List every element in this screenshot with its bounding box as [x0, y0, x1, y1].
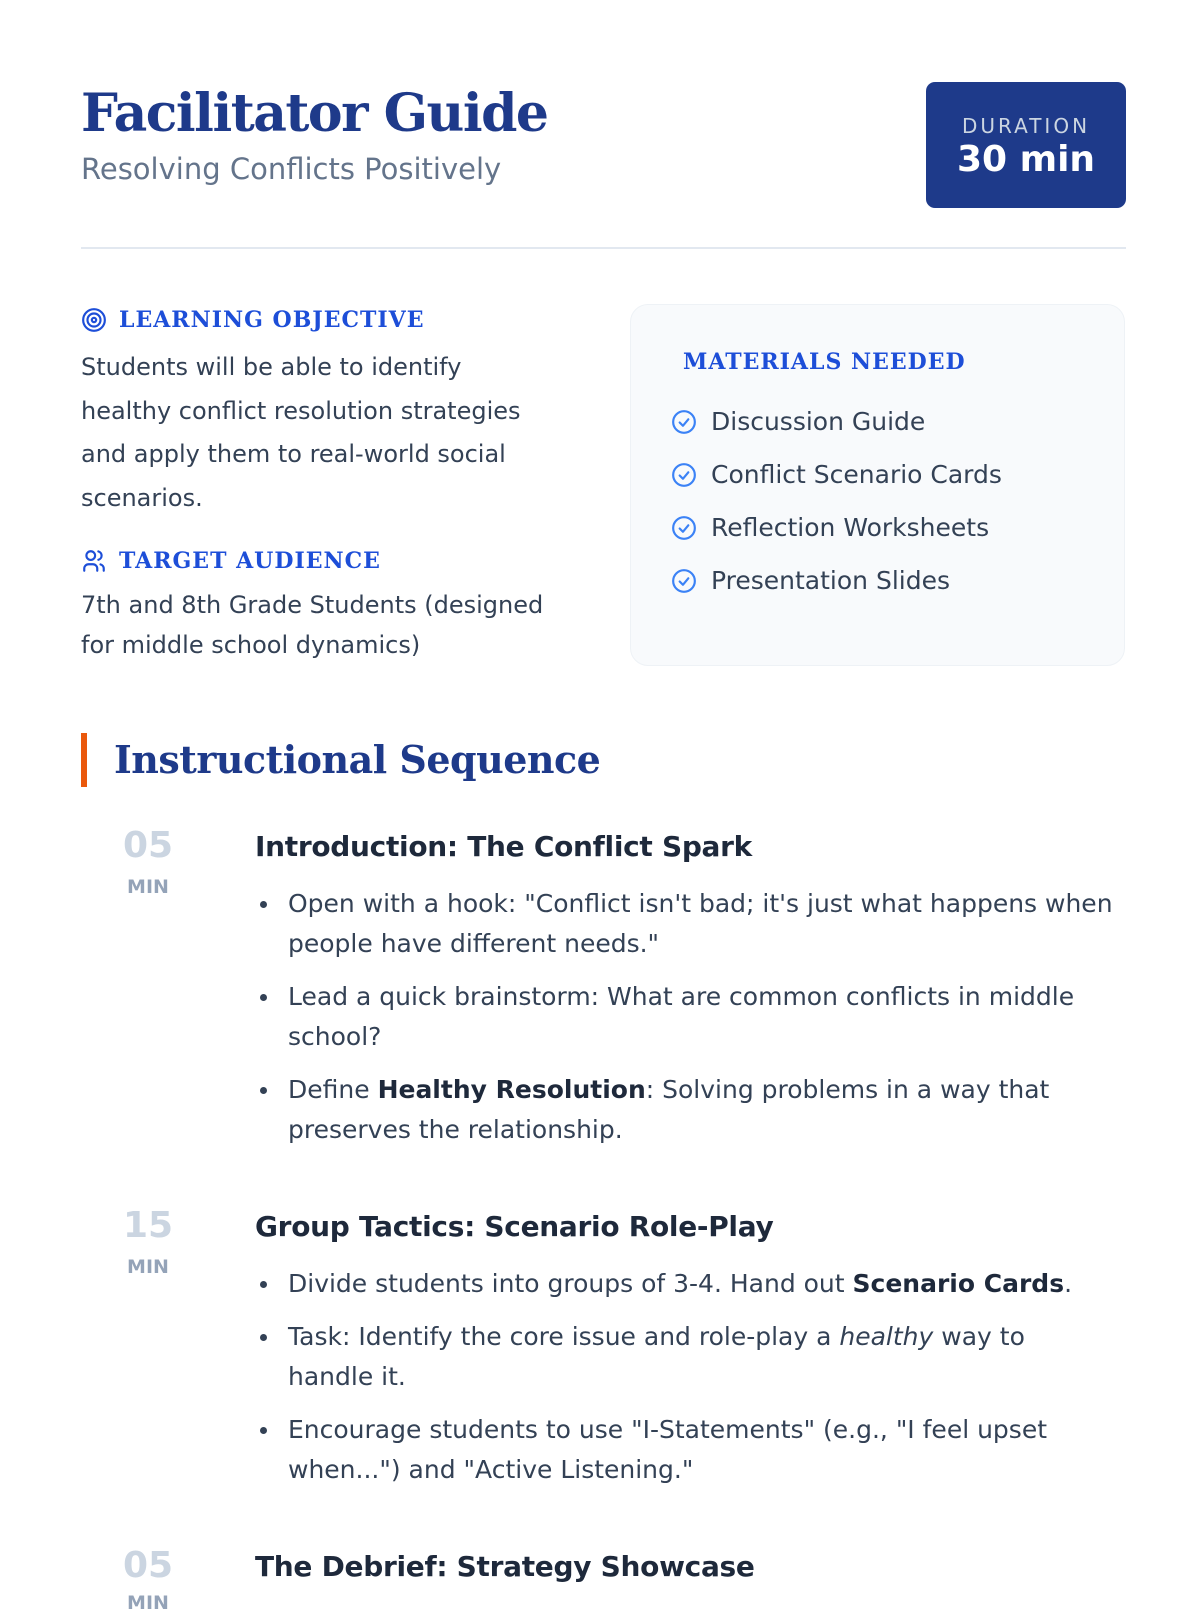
- bullet-item: [288, 1317, 1126, 1397]
- header-divider: [81, 247, 1126, 249]
- check-circle-icon: [671, 409, 697, 435]
- page-subtitle: Resolving Conflicts Positively: [81, 152, 502, 186]
- sequence-title: Instructional Sequence: [114, 737, 601, 782]
- material-item-label: Discussion Guide: [711, 407, 926, 436]
- bullet-text: Task: Identify the core issue and role-play a: [288, 1322, 840, 1351]
- step-minutes: 15: [122, 1205, 174, 1246]
- bullet-text: .: [1064, 1269, 1073, 1298]
- section-accent-bar: [81, 733, 87, 787]
- objective-text: [81, 346, 581, 520]
- bullet-line: people have different needs.": [288, 929, 660, 958]
- check-circle-icon: [671, 568, 697, 594]
- bullet-item: [288, 1410, 1126, 1490]
- bullet-line: school?: [288, 1022, 382, 1051]
- check-circle-icon: [671, 462, 697, 488]
- audience-text: [81, 585, 581, 665]
- bullet-line: preserves the relationship.: [288, 1115, 623, 1144]
- objective-heading: [81, 307, 425, 333]
- material-item: [671, 460, 1002, 489]
- bullet-text: way to: [933, 1322, 1025, 1351]
- users-icon: [81, 548, 107, 574]
- bullet-item: [288, 884, 1126, 964]
- duration-badge: [926, 82, 1126, 208]
- bullet-item: [288, 977, 1126, 1057]
- page-title: Facilitator Guide: [81, 83, 548, 144]
- bullet-emphasis: Scenario Cards: [852, 1269, 1065, 1298]
- header: [81, 82, 1126, 210]
- bullet-line: Lead a quick brainstorm: What are common conflicts in middle: [288, 982, 1075, 1011]
- step-title: Introduction: The Conflict Spark: [255, 830, 752, 863]
- bullet-line: when...") and "Active Listening.": [288, 1455, 694, 1484]
- audience-label: TARGET AUDIENCE: [119, 548, 381, 574]
- bullet-text: : Solving problems in a way that: [645, 1075, 1050, 1104]
- step-minutes: 05: [122, 1545, 174, 1586]
- material-item-label: Presentation Slides: [711, 566, 950, 595]
- bullet-item: [288, 1264, 1126, 1304]
- bullet-line: Encourage students to use "I-Statements" (e.g., "I feel upset: [288, 1415, 1048, 1444]
- duration-label: DURATION: [961, 114, 1091, 138]
- bullet-text: Divide students into groups of 3-4. Hand out: [288, 1269, 853, 1298]
- objective-line: and apply them to real-world social: [81, 440, 506, 468]
- step-bullets: [288, 1264, 1126, 1503]
- objective-label: LEARNING OBJECTIVE: [119, 307, 425, 333]
- step-unit: MIN: [127, 876, 169, 898]
- material-item: [671, 407, 925, 436]
- objective-line: Students will be able to identify: [81, 353, 462, 381]
- objective-line: scenarios.: [81, 483, 203, 512]
- objective-line: healthy conflict resolution strategies: [81, 396, 521, 425]
- audience-line: 7th and 8th Grade Students (designed: [81, 591, 544, 619]
- bullet-text: Define: [288, 1075, 378, 1104]
- materials-label: MATERIALS NEEDED: [683, 349, 966, 375]
- duration-value: 30 min: [956, 139, 1096, 180]
- check-circle-icon: [671, 515, 697, 541]
- material-item: [671, 566, 950, 595]
- step-title: The Debrief: Strategy Showcase: [255, 1550, 755, 1583]
- target-icon: [81, 307, 107, 333]
- audience-line: for middle school dynamics): [81, 631, 421, 659]
- step-minutes: 05: [122, 825, 174, 866]
- step-unit: MIN: [127, 1256, 169, 1278]
- step-bullets: [288, 884, 1126, 1163]
- step-unit: MIN: [127, 1592, 169, 1614]
- material-item-label: Conflict Scenario Cards: [711, 460, 1002, 489]
- bullet-line: handle it.: [288, 1362, 406, 1391]
- material-item: [671, 513, 989, 542]
- step-title: Group Tactics: Scenario Role-Play: [255, 1210, 774, 1243]
- materials-heading: [671, 349, 966, 375]
- material-item-label: Reflection Worksheets: [711, 513, 990, 542]
- audience-heading: [81, 548, 381, 574]
- materials-card: [630, 304, 1125, 666]
- bullet-line: Open with a hook: "Conflict isn't bad; it's just what happens when: [288, 889, 1113, 918]
- bullet-emphasis: healthy: [839, 1322, 934, 1351]
- bullet-emphasis: Healthy Resolution: [377, 1075, 646, 1104]
- bullet-item: [288, 1070, 1126, 1150]
